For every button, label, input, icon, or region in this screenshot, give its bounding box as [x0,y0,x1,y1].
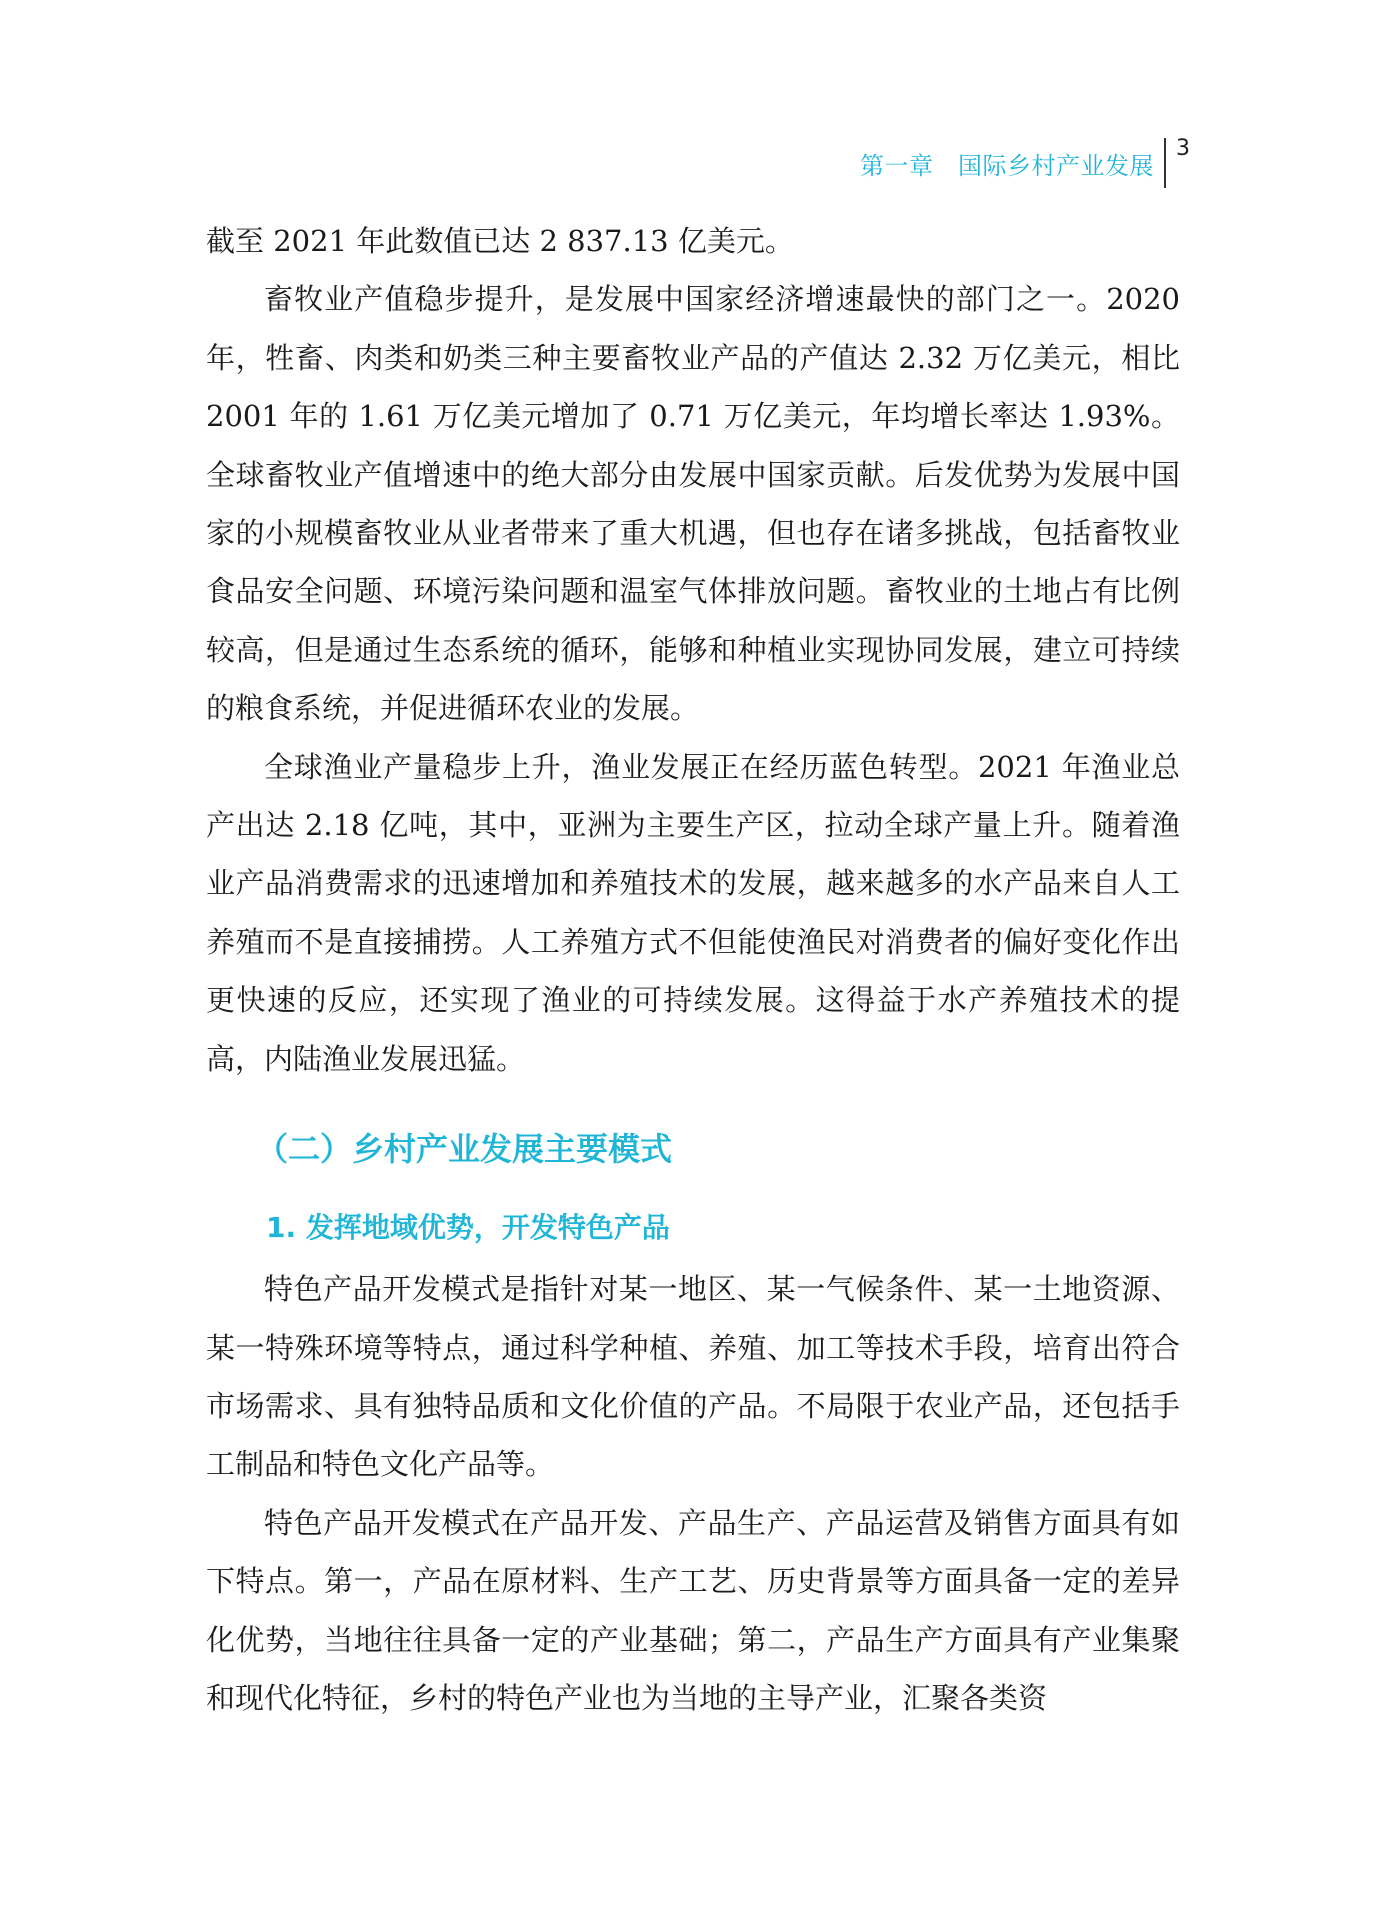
paragraph-specialty-features: 特色产品开发模式在产品开发、产品生产、产品运营及销售方面具有如下特点。第一，产品在原材料、生产工艺、历史背景等方面具备一定的差异化优势，当地往往具备一定的产业基础；第二，产品生产方面具有产业集聚和现代化特征，乡村的特色产业也为当地的主导产业，汇聚各类资 [206,1505,1180,1715]
sub-heading: 1. 发挥地域优势，开发特色产品 [266,1211,670,1245]
chapter-title: 第一章 国际乡村产业发展 [860,152,1154,180]
paragraph-livestock: 畜牧业产值稳步提升，是发展中国家经济增速最快的部门之一。2020 年，牲畜、肉类和奶类三种主要畜牧业产品的产值达 2.32 万亿美元，相比 2001 年的 1.61 万亿美元增加了 0.71 万亿美元，年均增长率达 1.93%。全球畜牧业产值增速中的绝大部分由发展中国家贡献。后发优势为发展中国家的小规模畜牧业从业者带来了重大机遇，但也存在诸多挑战，包括畜牧业食品安全问题、环境污染问题和温室气体排放问题。畜牧业的土地占有比例较高，但是通过生态系统的循环，能够和种植业实现协同发展，建立可持续的粮食系统，并促进循环农业的发展。 [206,282,1180,726]
page-number: 3 [1176,136,1190,161]
paragraph-fishery: 全球渔业产量稳步上升，渔业发展正在经历蓝色转型。2021 年渔业总产出达 2.18 亿吨，其中，亚洲为主要生产区，拉动全球产量上升。随着渔业产品消费需求的迅速增加和养殖技术的发展，越来越多的水产品来自人工养殖而不是直接捕捞。人工养殖方式不但能使渔民对消费者的偏好变化作出更快速的反应，还实现了渔业的可持续发展。这得益于水产养殖技术的提高，内陆渔业发展迅猛。 [206,749,1180,1076]
section-heading: （二）乡村产业发展主要模式 [256,1130,673,1169]
paragraph-continuation: 截至 2021 年此数值已达 2 837.13 亿美元。 [206,224,794,258]
paragraph-specialty-definition: 特色产品开发模式是指针对某一地区、某一气候条件、某一土地资源、某一特殊环境等特点，通过科学种植、养殖、加工等技术手段，培育出符合市场需求、具有独特品质和文化价值的产品。不局限于农业产品，还包括手工制品和特色文化产品等。 [206,1272,1180,1482]
page-body [206,212,1180,1727]
running-header [860,136,1190,188]
header-divider [1164,138,1166,188]
